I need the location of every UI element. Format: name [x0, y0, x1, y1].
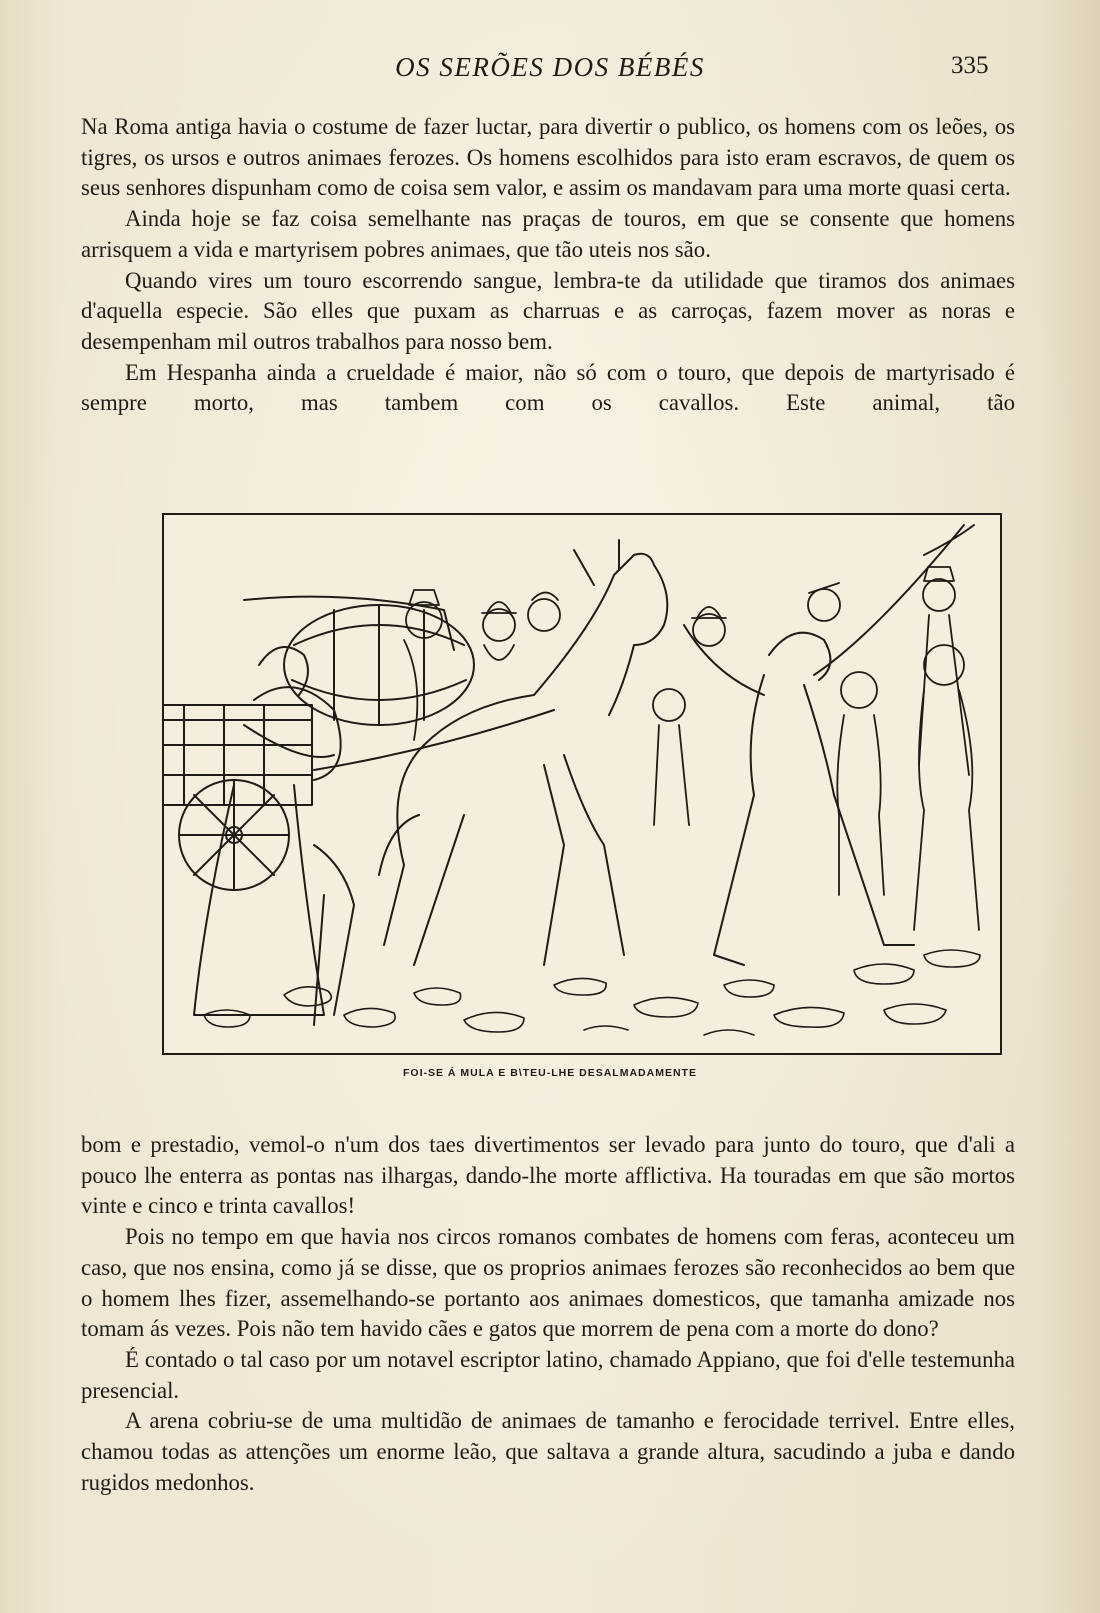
man-with-stick-figure: [684, 525, 974, 965]
engraving-illustration: [162, 513, 1002, 1055]
cart-with-barrel: [164, 597, 474, 890]
illustration-caption: FOI-SE Á MULA E B\TEU-LHE DESALMADAMENTE: [403, 1067, 697, 1079]
paragraph: bom e prestadio, vemol-o n'um dos taes divertimentos ser levado para junto do touro, que d'ali a pouco lhe enterra as pontas nas ilhargas, dando-lhe morte afflictiva. Ha touradas em que são mortos vinte e cinco e trinta cavallos!: [81, 1132, 1015, 1219]
paragraph: É contado o tal caso por um notavel escriptor latino, chamado Appiano, que foi d'elle testemunha presencial.: [81, 1346, 1015, 1403]
running-title: OS SERÕES DOS BÉBÉS: [395, 52, 705, 82]
body-text-bottom: [81, 1130, 1015, 1498]
paragraph: Pois no tempo em que havia nos circos romanos combates de homens com feras, aconteceu um caso, que nos ensina, como já se disse, que os proprios animaes ferozes são reconhecidos ao bem que o homem lhes fizer, assemelhando-se portanto aos animaes domesticos, que tamanha amizade nos tomam ás vezes. Pois não tem havido cães e gatos que morrem de pena com a morte do dono?: [81, 1224, 1015, 1342]
paragraph: A arena cobriu-se de uma multidão de animaes de tamanho e ferocidade terrivel. Entre elles, chamou todas as attenções um enorme leão, que saltava a grande altura, sacudindo a juba e dando rugidos medonhos.: [81, 1408, 1015, 1495]
page-number: 335: [951, 52, 989, 79]
paragraph: Na Roma antiga havia o costume de fazer luctar, para divertir o publico, os homens com os leões, os tigres, os ursos e outros animaes ferozes. Os homens escolhidos para isto eram escravos, de quem os seus senhores dispunham como de coisa sem valor, e assim os mandavam para uma morte quasi certa.: [81, 114, 1015, 201]
crowd-figures: [404, 567, 979, 930]
paragraph: Quando vires um touro escorrendo sangue, lembra-te da utilidade que tiramos dos animaes d'aquella especie. São elles que puxam as charruas e as carroças, fazem mover as noras e desempenham mil outros trabalhos para nosso bem.: [81, 267, 1015, 354]
paragraph: Em Hespanha ainda a crueldade é maior, não só com o touro, que depois de martyrisado é sempre morto, mas tambem com os cavallos. Este animal, tão: [81, 359, 1015, 416]
page-header: [0, 52, 1100, 88]
paragraph: Ainda hoje se faz coisa semelhante nas praças de touros, em que se consente que homens arrisquem a vida e martyrisem pobres animaes, que tão uteis nos são.: [81, 206, 1015, 262]
body-text-top: [81, 112, 1015, 419]
horse-figure: [314, 540, 667, 965]
